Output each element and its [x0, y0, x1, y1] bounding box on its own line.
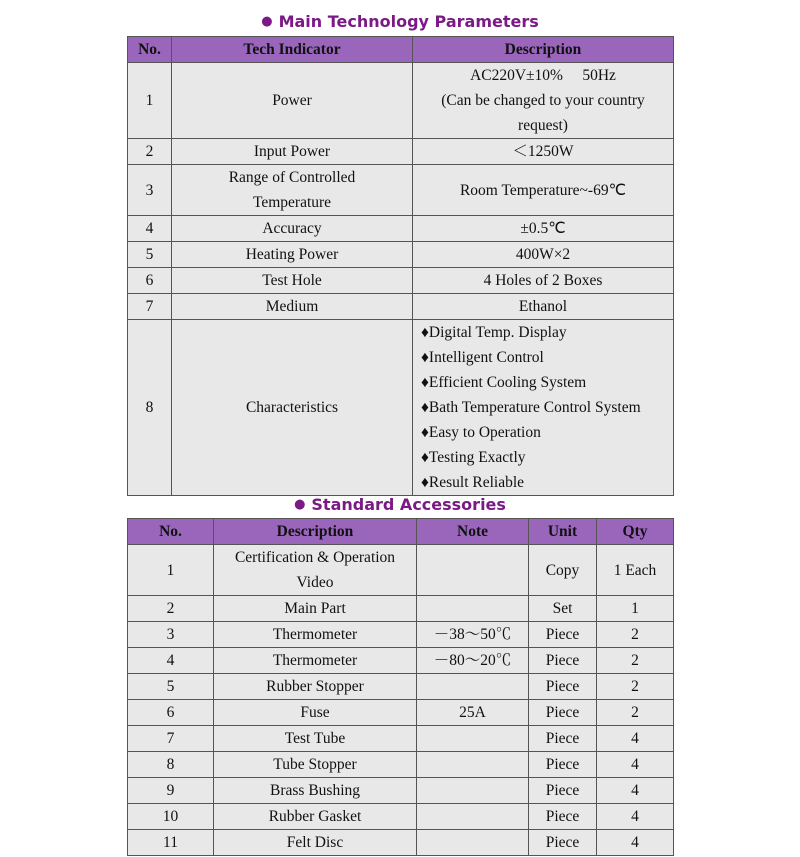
- description-cell-line: ♦Efficient Cooling System: [421, 374, 587, 391]
- row-number: 7: [128, 294, 172, 320]
- tech-indicator-cell-line: Range of Controlled: [228, 169, 356, 186]
- qty-cell: 4: [597, 830, 674, 856]
- qty-cell: 2: [597, 674, 674, 700]
- description-cell-line: 400W×2: [515, 246, 571, 263]
- description-cell-line: ＜1250W: [512, 143, 574, 160]
- table-row: [128, 804, 674, 830]
- row-number: 3: [128, 622, 214, 648]
- description-cell: [214, 700, 417, 726]
- main-params-title: ● Main Technology Parameters: [261, 12, 539, 31]
- description-cell: [214, 622, 417, 648]
- description-cell: [413, 139, 674, 165]
- unit-cell: Piece: [529, 752, 597, 778]
- table-row: [128, 242, 674, 268]
- table-row: [128, 778, 674, 804]
- bullet-icon: ●: [294, 497, 306, 512]
- description-cell-line: ♦Easy to Operation: [421, 424, 541, 441]
- description-cell: [214, 545, 417, 596]
- description-cell-line: request): [518, 117, 568, 134]
- description-cell-line: Brass Bushing: [270, 782, 360, 799]
- table-row: [128, 700, 674, 726]
- row-number: 5: [128, 242, 172, 268]
- description-cell-line: Video: [296, 574, 334, 591]
- table-row: [128, 63, 674, 139]
- table-row: [128, 648, 674, 674]
- header-qty: Qty: [597, 519, 674, 545]
- description-cell: [413, 216, 674, 242]
- description-cell-line: Room Temperature~-69℃: [459, 181, 627, 199]
- description-cell-line: Fuse: [300, 704, 330, 721]
- qty-cell: 2: [597, 648, 674, 674]
- description-cell: [413, 165, 674, 216]
- description-cell-line: (Can be changed to your country: [441, 92, 645, 109]
- note-cell: [417, 545, 529, 596]
- description-cell: [214, 648, 417, 674]
- note-cell: [417, 778, 529, 804]
- tech-indicator-cell: Test Hole: [172, 268, 413, 294]
- description-cell-line: Thermometer: [272, 652, 358, 669]
- table-row: [128, 596, 674, 622]
- header-no: No.: [128, 519, 214, 545]
- description-cell-line: ♦Bath Temperature Control System: [421, 399, 641, 416]
- header-unit: Unit: [529, 519, 597, 545]
- tech-indicator-cell-line: Temperature: [252, 194, 332, 211]
- row-number: 3: [128, 165, 172, 216]
- row-number: 10: [128, 804, 214, 830]
- tech-indicator-cell: Heating Power: [172, 242, 413, 268]
- row-number: 4: [128, 648, 214, 674]
- note-cell: [417, 804, 529, 830]
- unit-cell: Piece: [529, 804, 597, 830]
- qty-cell: 4: [597, 726, 674, 752]
- description-cell: [413, 320, 674, 496]
- header-tech-indicator: Tech Indicator: [172, 37, 413, 63]
- description-cell-line: Ethanol: [518, 298, 568, 315]
- note-cell: [417, 830, 529, 856]
- qty-cell: 2: [597, 700, 674, 726]
- tech-indicator-cell: Characteristics: [172, 320, 413, 496]
- description-cell-line: ±0.5℃: [520, 220, 566, 237]
- row-number: 2: [128, 596, 214, 622]
- description-cell-line: Main Part: [284, 600, 346, 617]
- note-cell: [417, 752, 529, 778]
- unit-cell: Piece: [529, 622, 597, 648]
- table-row: [128, 545, 674, 596]
- description-cell: [413, 268, 674, 294]
- unit-cell: Set: [529, 596, 597, 622]
- description-cell-line: Certification & Operation: [234, 549, 396, 566]
- description-cell: [214, 674, 417, 700]
- description-cell-line: Test Tube: [284, 730, 346, 747]
- table-header-row: [128, 519, 674, 545]
- tech-indicator-cell: Input Power: [172, 139, 413, 165]
- row-number: 6: [128, 700, 214, 726]
- table-row: [128, 674, 674, 700]
- description-cell: [214, 726, 417, 752]
- row-number: 5: [128, 674, 214, 700]
- description-cell-line: Tube Stopper: [273, 756, 357, 773]
- table-row: [128, 752, 674, 778]
- description-cell-line: ♦Result Reliable: [421, 474, 525, 491]
- unit-cell: Piece: [529, 778, 597, 804]
- table-row: [128, 622, 674, 648]
- note-cell: 25A: [417, 700, 529, 726]
- description-cell-line: 4 Holes of 2 Boxes: [483, 272, 603, 289]
- row-number: 4: [128, 216, 172, 242]
- description-cell: [413, 63, 674, 139]
- table-row: [128, 320, 674, 496]
- description-cell-line: ♦Intelligent Control: [421, 349, 544, 366]
- description-cell-line: Felt Disc: [286, 834, 344, 851]
- row-number: 8: [128, 320, 172, 496]
- row-number: 2: [128, 139, 172, 165]
- description-cell: [413, 242, 674, 268]
- header-description: Description: [214, 519, 417, 545]
- description-cell: [214, 804, 417, 830]
- unit-cell: Piece: [529, 674, 597, 700]
- main-params-table: [127, 36, 674, 496]
- qty-cell: 4: [597, 752, 674, 778]
- row-number: 8: [128, 752, 214, 778]
- description-cell-line: ♦Testing Exactly: [421, 449, 526, 466]
- table-row: [128, 294, 674, 320]
- description-cell: [214, 752, 417, 778]
- note-cell: [417, 674, 529, 700]
- description-cell-line: ♦Digital Temp. Display: [421, 324, 567, 341]
- table-row: [128, 165, 674, 216]
- table-row: [128, 830, 674, 856]
- description-cell: [413, 294, 674, 320]
- row-number: 1: [128, 63, 172, 139]
- unit-cell: Copy: [529, 545, 597, 596]
- row-number: 6: [128, 268, 172, 294]
- unit-cell: Piece: [529, 726, 597, 752]
- description-cell: [214, 778, 417, 804]
- table-row: [128, 139, 674, 165]
- tech-indicator-cell: Medium: [172, 294, 413, 320]
- row-number: 1: [128, 545, 214, 596]
- header-no: No.: [128, 37, 172, 63]
- qty-cell: 2: [597, 622, 674, 648]
- description-cell-line: Thermometer: [272, 626, 358, 643]
- accessories-table: [127, 518, 674, 856]
- description-cell: [214, 596, 417, 622]
- table-row: [128, 216, 674, 242]
- header-description: Description: [413, 37, 674, 63]
- description-cell: [214, 830, 417, 856]
- tech-indicator-cell: Power: [172, 63, 413, 139]
- description-cell-line: Rubber Gasket: [268, 808, 362, 825]
- note-cell: －80～20℃: [417, 648, 529, 674]
- qty-cell: 1: [597, 596, 674, 622]
- header-note: Note: [417, 519, 529, 545]
- table-header-row: [128, 37, 674, 63]
- tech-indicator-cell: Accuracy: [172, 216, 413, 242]
- note-cell: －38～50℃: [417, 622, 529, 648]
- qty-cell: 1 Each: [597, 545, 674, 596]
- accessories-title: ● Standard Accessories: [294, 495, 506, 514]
- description-cell-line: AC220V±10% 50Hz: [470, 67, 616, 84]
- qty-cell: 4: [597, 778, 674, 804]
- row-number: 7: [128, 726, 214, 752]
- note-cell: [417, 726, 529, 752]
- tech-indicator-cell: [172, 165, 413, 216]
- row-number: 11: [128, 830, 214, 856]
- table-row: [128, 726, 674, 752]
- table-row: [128, 268, 674, 294]
- note-cell: [417, 596, 529, 622]
- unit-cell: Piece: [529, 648, 597, 674]
- unit-cell: Piece: [529, 830, 597, 856]
- description-cell-line: Rubber Stopper: [266, 678, 364, 695]
- unit-cell: Piece: [529, 700, 597, 726]
- qty-cell: 4: [597, 804, 674, 830]
- row-number: 9: [128, 778, 214, 804]
- bullet-icon: ●: [261, 14, 273, 29]
